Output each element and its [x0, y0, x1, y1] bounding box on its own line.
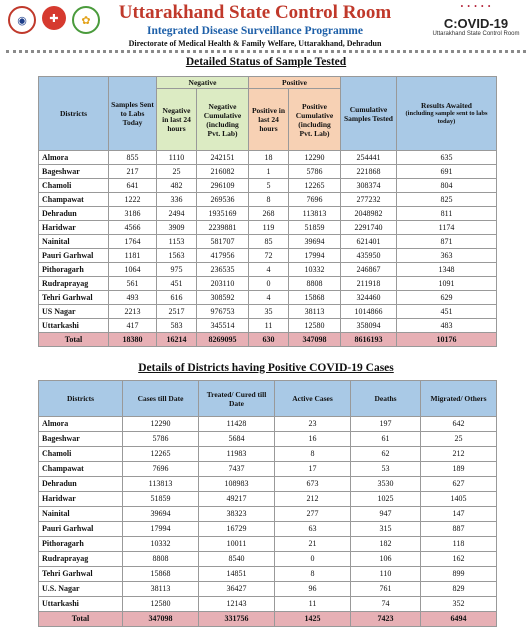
directorate-line: Directorate of Medical Health & Family Welfare, Uttarakhand, Dehradun	[128, 39, 382, 48]
district-name: U.S. Nagar	[39, 582, 123, 597]
district-name: Almora	[39, 417, 123, 432]
table-cell: 5684	[199, 432, 275, 447]
table-cell: 17	[275, 462, 351, 477]
table-cell: 113813	[123, 477, 199, 492]
district-name: Nainital	[39, 507, 123, 522]
results-awaited-note: (including sample sent to labs today)	[405, 110, 488, 125]
table-cell: 8808	[123, 552, 199, 567]
table-cell: 5786	[123, 432, 199, 447]
table-cell: 483	[397, 319, 497, 333]
district-name: Tehri Garhwal	[39, 291, 109, 305]
table-cell: 189	[421, 462, 497, 477]
table-cell: 39694	[123, 507, 199, 522]
logos	[8, 6, 100, 34]
table-cell: 14851	[199, 567, 275, 582]
total-cell: 8616193	[341, 333, 397, 347]
table-cell: 11428	[199, 417, 275, 432]
table-cell: 38323	[199, 507, 275, 522]
table-cell: 38113	[289, 305, 341, 319]
table-cell: 268	[249, 207, 289, 221]
table-cell: 1181	[109, 249, 157, 263]
table-cell: 8540	[199, 552, 275, 567]
table-cell: 2213	[109, 305, 157, 319]
table-cell: 2291740	[341, 221, 397, 235]
table-cell: 1563	[157, 249, 197, 263]
table-cell: 352	[421, 597, 497, 612]
table-cell: 8	[249, 193, 289, 207]
table-cell: 1064	[109, 263, 157, 277]
table-cell: 15868	[289, 291, 341, 305]
table-row	[39, 492, 497, 507]
table-cell: 1174	[397, 221, 497, 235]
table-cell: 217	[109, 165, 157, 179]
table-cell: 39694	[289, 235, 341, 249]
col-positive-cumulative: Positive Cumulative (including Pvt. Lab)	[289, 89, 341, 151]
table-cell: 17994	[289, 249, 341, 263]
virus-dots-icon: • • • • •	[460, 2, 492, 11]
table-cell: 621401	[341, 235, 397, 249]
district-name: Bageshwar	[39, 165, 109, 179]
total-cell: 630	[249, 333, 289, 347]
table-cell: 482	[157, 179, 197, 193]
table-row	[39, 179, 497, 193]
table-cell: 1405	[421, 492, 497, 507]
table-cell: 11	[249, 319, 289, 333]
district-name: Dehradun	[39, 207, 109, 221]
table-cell: 1025	[351, 492, 421, 507]
table-cell: 12580	[289, 319, 341, 333]
table-cell: 35	[249, 305, 289, 319]
total-cell: 347098	[123, 612, 199, 627]
table-row	[39, 522, 497, 537]
table-cell: 3186	[109, 207, 157, 221]
table-row	[39, 597, 497, 612]
table-cell: 162	[421, 552, 497, 567]
table-row	[39, 235, 497, 249]
table-cell: 435950	[341, 249, 397, 263]
table-cell: 641	[109, 179, 157, 193]
table-cell: 308374	[341, 179, 397, 193]
district-name: Chamoli	[39, 447, 123, 462]
table-cell: 49217	[199, 492, 275, 507]
table-cell: 336	[157, 193, 197, 207]
table-cell: 11	[275, 597, 351, 612]
table-cell: 2048982	[341, 207, 397, 221]
table-cell: 2239881	[197, 221, 249, 235]
table-cell: 269536	[197, 193, 249, 207]
table-cell: 85	[249, 235, 289, 249]
col-districts: Districts	[39, 77, 109, 151]
table-cell: 855	[109, 151, 157, 165]
emblem-icon: ◉	[8, 6, 36, 34]
table-cell: 254441	[341, 151, 397, 165]
district-name: Uttarkashi	[39, 319, 109, 333]
total-label: Total	[39, 612, 123, 627]
district-name: Almora	[39, 151, 109, 165]
table-cell: 216082	[197, 165, 249, 179]
table-cell: 451	[157, 277, 197, 291]
table-cell: 277	[275, 507, 351, 522]
table-cell: 811	[397, 207, 497, 221]
table-row	[39, 417, 497, 432]
table-cell: 11983	[199, 447, 275, 462]
district-name: Haridwar	[39, 221, 109, 235]
district-name: US Nagar	[39, 305, 109, 319]
total-row	[39, 333, 497, 347]
district-name: Nainital	[39, 235, 109, 249]
covid-logo-text: C:OVID-19	[443, 16, 509, 31]
table-cell: 5786	[289, 165, 341, 179]
table-cell: 23	[275, 417, 351, 432]
table-cell: 182	[351, 537, 421, 552]
table-row	[39, 567, 497, 582]
col-group-negative: Negative	[157, 77, 249, 89]
table-cell: 10011	[199, 537, 275, 552]
table-cell: 62	[351, 447, 421, 462]
table-cell: 211918	[341, 277, 397, 291]
col-results-awaited	[397, 77, 497, 151]
district-cases-body	[39, 417, 497, 627]
table-cell: 1	[249, 165, 289, 179]
table-cell: 308592	[197, 291, 249, 305]
table-cell: 887	[421, 522, 497, 537]
table-cell: 1764	[109, 235, 157, 249]
table-cell: 493	[109, 291, 157, 305]
table-cell: 197	[351, 417, 421, 432]
table-cell: 673	[275, 477, 351, 492]
table-cell: 147	[421, 507, 497, 522]
table-cell: 12290	[123, 417, 199, 432]
table-cell: 96	[275, 582, 351, 597]
table-row	[39, 151, 497, 165]
table-row	[39, 277, 497, 291]
table-cell: 5	[249, 179, 289, 193]
table-row	[39, 582, 497, 597]
district-cases-title: Details of Districts having Positive COVID-19 Cases	[138, 362, 394, 374]
table-row	[39, 193, 497, 207]
table-cell: 1091	[397, 277, 497, 291]
table-cell: 18	[249, 151, 289, 165]
table-row	[39, 477, 497, 492]
table-cell: 4	[249, 263, 289, 277]
table-cell: 1014866	[341, 305, 397, 319]
table-cell: 113813	[289, 207, 341, 221]
covid-logo	[426, 2, 526, 37]
table-cell: 203110	[197, 277, 249, 291]
table-cell: 3909	[157, 221, 197, 235]
table-cell: 315	[351, 522, 421, 537]
total-row	[39, 612, 497, 627]
col-cumulative-samples: Cumulative Samples Tested	[341, 77, 397, 151]
total-cell: 1425	[275, 612, 351, 627]
district-name: Pithoragarh	[39, 263, 109, 277]
col-group-positive: Positive	[249, 77, 341, 89]
table-cell: 7696	[289, 193, 341, 207]
table-cell: 3530	[351, 477, 421, 492]
district-name: Rudraprayag	[39, 552, 123, 567]
column-header: Treated/ Cured till Date	[199, 381, 275, 417]
table-cell: 583	[157, 319, 197, 333]
district-name: Rudraprayag	[39, 277, 109, 291]
table-row	[39, 249, 497, 263]
table-cell: 363	[397, 249, 497, 263]
sample-status-body	[39, 151, 497, 347]
table-row	[39, 462, 497, 477]
table-cell: 561	[109, 277, 157, 291]
table-cell: 10332	[123, 537, 199, 552]
table-row	[39, 537, 497, 552]
page-title: Uttarakhand State Control Room	[118, 2, 392, 23]
table-cell: 345514	[197, 319, 249, 333]
table-cell: 871	[397, 235, 497, 249]
table-cell: 51859	[123, 492, 199, 507]
table-cell: 17994	[123, 522, 199, 537]
table-cell: 15868	[123, 567, 199, 582]
table-cell: 8	[275, 447, 351, 462]
table-cell: 21	[275, 537, 351, 552]
table-cell: 358094	[341, 319, 397, 333]
table-row	[39, 221, 497, 235]
table-cell: 4566	[109, 221, 157, 235]
sample-status-table	[38, 76, 497, 347]
total-cell: 6494	[421, 612, 497, 627]
table-cell: 53	[351, 462, 421, 477]
table-cell: 212	[275, 492, 351, 507]
table-cell: 0	[275, 552, 351, 567]
table-cell: 8808	[289, 277, 341, 291]
nhm-icon: ✿	[72, 6, 100, 34]
table-cell: 277232	[341, 193, 397, 207]
table-cell: 629	[397, 291, 497, 305]
table-cell: 7437	[199, 462, 275, 477]
table-cell: 324460	[341, 291, 397, 305]
district-name: Pauri Garhwal	[39, 522, 123, 537]
table-cell: 25	[157, 165, 197, 179]
table-cell: 61	[351, 432, 421, 447]
health-dept-icon: ✚	[42, 6, 66, 30]
table-row	[39, 319, 497, 333]
table-cell: 246867	[341, 263, 397, 277]
table-cell: 236535	[197, 263, 249, 277]
table-cell: 581707	[197, 235, 249, 249]
table-cell: 16	[275, 432, 351, 447]
table-cell: 899	[421, 567, 497, 582]
table-cell: 761	[351, 582, 421, 597]
table-row	[39, 207, 497, 221]
results-awaited-label: Results Awaited	[421, 101, 472, 110]
table-row	[39, 263, 497, 277]
total-cell: 10176	[397, 333, 497, 347]
district-name: Haridwar	[39, 492, 123, 507]
divider	[6, 50, 526, 53]
table-cell: 1222	[109, 193, 157, 207]
district-name: Champawat	[39, 193, 109, 207]
table-row	[39, 305, 497, 319]
table-cell: 12290	[289, 151, 341, 165]
table-cell: 451	[397, 305, 497, 319]
total-cell: 347098	[289, 333, 341, 347]
page-subtitle: Integrated Disease Surveillance Programme	[146, 25, 363, 37]
table-cell: 417	[109, 319, 157, 333]
column-header: Districts	[39, 381, 123, 417]
table-cell: 417956	[197, 249, 249, 263]
table-cell: 63	[275, 522, 351, 537]
table-cell: 976753	[197, 305, 249, 319]
district-cases-table	[38, 380, 497, 627]
district-name: Uttarkashi	[39, 597, 123, 612]
column-header: Migrated/ Others	[421, 381, 497, 417]
total-cell: 8269095	[197, 333, 249, 347]
table-cell: 2517	[157, 305, 197, 319]
header-title-block	[100, 2, 410, 49]
table-row	[39, 432, 497, 447]
district-name: Tehri Garhwal	[39, 567, 123, 582]
table-cell: 221868	[341, 165, 397, 179]
table-cell: 1153	[157, 235, 197, 249]
col-negative-cumulative: Negative Cumulative (including Pvt. Lab)	[197, 89, 249, 151]
total-cell: 7423	[351, 612, 421, 627]
table-cell: 10332	[289, 263, 341, 277]
table-cell: 51859	[289, 221, 341, 235]
table-cell: 635	[397, 151, 497, 165]
col-positive-24h: Positive in last 24 hours	[249, 89, 289, 151]
table-cell: 74	[351, 597, 421, 612]
table-cell: 16729	[199, 522, 275, 537]
table-cell: 296109	[197, 179, 249, 193]
table-cell: 108983	[199, 477, 275, 492]
table-cell: 0	[249, 277, 289, 291]
header	[0, 0, 532, 54]
table-cell: 12580	[123, 597, 199, 612]
table-cell: 2494	[157, 207, 197, 221]
table-row	[39, 552, 497, 567]
table-cell: 4	[249, 291, 289, 305]
table-cell: 627	[421, 477, 497, 492]
col-samples-sent: Samples Sent to Labs Today	[109, 77, 157, 151]
table-cell: 8	[275, 567, 351, 582]
table-cell: 12265	[123, 447, 199, 462]
table-cell: 616	[157, 291, 197, 305]
district-name: Bageshwar	[39, 432, 123, 447]
covid-caption: Uttarakhand State Control Room	[432, 31, 520, 37]
table-cell: 36427	[199, 582, 275, 597]
table-cell: 975	[157, 263, 197, 277]
table-cell: 242151	[197, 151, 249, 165]
district-name: Champawat	[39, 462, 123, 477]
column-header: Deaths	[351, 381, 421, 417]
total-cell: 18380	[109, 333, 157, 347]
table-cell: 947	[351, 507, 421, 522]
table-cell: 110	[351, 567, 421, 582]
table-cell: 1935169	[197, 207, 249, 221]
table-cell: 118	[421, 537, 497, 552]
column-header: Active Cases	[275, 381, 351, 417]
table-row	[39, 507, 497, 522]
district-name: Pauri Garhwal	[39, 249, 109, 263]
table-cell: 642	[421, 417, 497, 432]
table-cell: 38113	[123, 582, 199, 597]
table-cell: 72	[249, 249, 289, 263]
table-cell: 804	[397, 179, 497, 193]
district-cases-header	[39, 381, 497, 417]
table-cell: 212	[421, 447, 497, 462]
table-cell: 12143	[199, 597, 275, 612]
table-cell: 12265	[289, 179, 341, 193]
total-cell: 331756	[199, 612, 275, 627]
table-cell: 25	[421, 432, 497, 447]
table-cell: 825	[397, 193, 497, 207]
table-cell: 691	[397, 165, 497, 179]
table-row	[39, 447, 497, 462]
column-header: Cases till Date	[123, 381, 199, 417]
table-row	[39, 165, 497, 179]
table-cell: 119	[249, 221, 289, 235]
table-cell: 106	[351, 552, 421, 567]
table-cell: 1110	[157, 151, 197, 165]
district-name: Chamoli	[39, 179, 109, 193]
table-row	[39, 291, 497, 305]
district-name: Pithoragarh	[39, 537, 123, 552]
total-label: Total	[39, 333, 109, 347]
table-cell: 7696	[123, 462, 199, 477]
sample-status-title: Detailed Status of Sample Tested	[185, 56, 347, 68]
total-cell: 16214	[157, 333, 197, 347]
table-cell: 1348	[397, 263, 497, 277]
col-negative-24h: Negative in last 24 hours	[157, 89, 197, 151]
table-cell: 829	[421, 582, 497, 597]
district-name: Dehradun	[39, 477, 123, 492]
